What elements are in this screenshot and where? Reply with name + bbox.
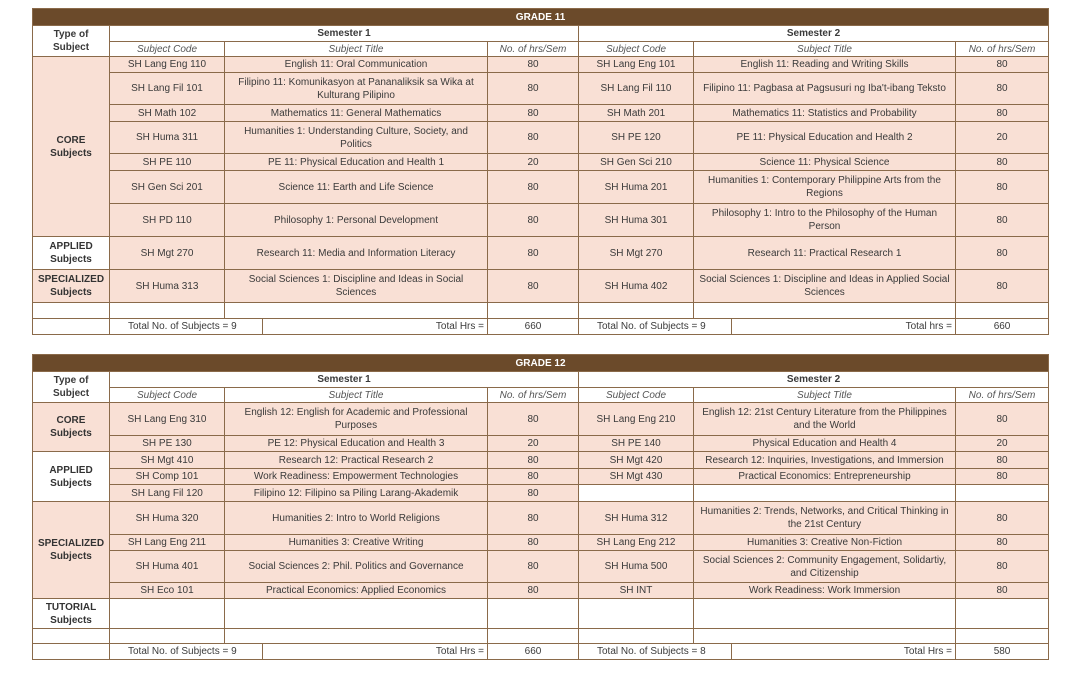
subject-code-cell: SH Mgt 420 <box>579 452 694 469</box>
hours-cell: 80 <box>488 485 579 502</box>
hours-cell: 80 <box>488 551 579 583</box>
semester-1-header: Semester 1 <box>110 26 579 42</box>
subject-title-cell: English 11: Oral Communication <box>225 57 488 73</box>
total-hours-sem2: 660 <box>956 319 1049 335</box>
subject-code-cell: SH Lang Fil 101 <box>110 73 225 105</box>
empty-cell <box>488 303 579 319</box>
subject-code-header: Subject Code <box>110 42 225 57</box>
subject-title-cell: PE 12: Physical Education and Health 3 <box>225 436 488 452</box>
subject-title-cell: Social Sciences 1: Discipline and Ideas in Applied Social Sciences <box>694 270 956 303</box>
hours-cell: 80 <box>956 403 1049 436</box>
subject-code-cell: SH Gen Sci 210 <box>579 154 694 171</box>
subject-title-cell: Filipino 12: Filipino sa Piling Larang-Akademik <box>225 485 488 502</box>
semester-1-header: Semester 1 <box>110 372 579 388</box>
table-row <box>33 73 1049 105</box>
subject-code-cell: SH Lang Eng 212 <box>579 535 694 551</box>
subject-code-cell: SH Huma 312 <box>579 502 694 535</box>
hours-header: No. of hrs/Sem <box>956 42 1049 57</box>
subject-code-cell <box>110 599 225 629</box>
subject-code-cell: SH Huma 301 <box>579 204 694 237</box>
subject-code-cell: SH Lang Eng 210 <box>579 403 694 436</box>
empty-cell <box>579 629 694 644</box>
subject-code-cell: SH INT <box>579 583 694 599</box>
table-row <box>33 551 1049 583</box>
subject-title-cell: Work Readiness: Work Immersion <box>694 583 956 599</box>
hours-cell: 80 <box>956 57 1049 73</box>
subject-code-cell: SH Huma 401 <box>110 551 225 583</box>
subject-code-header: Subject Code <box>579 388 694 403</box>
subject-title-cell: Mathematics 11: General Mathematics <box>225 105 488 122</box>
subject-title-cell: Humanities 3: Creative Writing <box>225 535 488 551</box>
subject-title-cell: Social Sciences 1: Discipline and Ideas in Social Sciences <box>225 270 488 303</box>
table-row <box>33 270 1049 303</box>
hours-cell: 80 <box>956 237 1049 270</box>
subject-code-cell: SH Mgt 410 <box>110 452 225 469</box>
hours-cell: 80 <box>488 204 579 237</box>
subject-code-cell: SH Huma 500 <box>579 551 694 583</box>
subject-code-cell: SH PE 120 <box>579 122 694 154</box>
table-row <box>33 485 1049 502</box>
empty-cell <box>488 629 579 644</box>
hours-cell: 80 <box>956 270 1049 303</box>
empty-cell <box>110 303 225 319</box>
subject-title-cell: Research 12: Practical Research 2 <box>225 452 488 469</box>
empty-cell <box>694 303 956 319</box>
hours-cell: 80 <box>488 57 579 73</box>
total-subjects-sem1: Total No. of Subjects = 9 <box>110 319 263 335</box>
subject-code-cell: SH Huma 313 <box>110 270 225 303</box>
hours-cell: 80 <box>488 583 579 599</box>
subject-type-label: CORE Subjects <box>33 57 110 237</box>
subject-title-cell: Practical Economics: Applied Economics <box>225 583 488 599</box>
total-hours-sem1: 660 <box>488 319 579 335</box>
table-row <box>33 204 1049 237</box>
table-row <box>33 599 1049 629</box>
subject-code-cell <box>579 599 694 629</box>
grade-12-section <box>32 354 1048 660</box>
subject-code-cell: SH Lang Eng 211 <box>110 535 225 551</box>
hours-cell: 80 <box>488 502 579 535</box>
subject-code-cell: SH Huma 201 <box>579 171 694 204</box>
subject-title-cell: Practical Economics: Entrepreneurship <box>694 469 956 485</box>
grade-11-title: GRADE 11 <box>33 9 1049 26</box>
empty-cell <box>33 319 110 335</box>
subject-title-cell: Research 11: Media and Information Literacy <box>225 237 488 270</box>
subject-title-cell: Social Sciences 2: Community Engagement, Solidartiy, and Citizenship <box>694 551 956 583</box>
type-of-subject-header: Type of Subject <box>33 372 110 403</box>
subject-type-label: CORE Subjects <box>33 403 110 452</box>
table-row <box>33 583 1049 599</box>
subject-title-cell: PE 11: Physical Education and Health 1 <box>225 154 488 171</box>
subject-title-cell: English 11: Reading and Writing Skills <box>694 57 956 73</box>
subject-title-header: Subject Title <box>225 42 488 57</box>
hours-cell: 80 <box>488 105 579 122</box>
subject-code-cell: SH Gen Sci 201 <box>110 171 225 204</box>
subject-title-cell: Humanities 2: Intro to World Religions <box>225 502 488 535</box>
table-row <box>33 502 1049 535</box>
empty-cell <box>33 303 110 319</box>
subject-type-label: SPECIALIZED Subjects <box>33 270 110 303</box>
subject-code-header: Subject Code <box>579 42 694 57</box>
total-subjects-sem2: Total No. of Subjects = 9 <box>579 319 732 335</box>
hours-cell: 80 <box>956 502 1049 535</box>
hours-cell: 20 <box>488 154 579 171</box>
hours-cell <box>956 485 1049 502</box>
hours-cell: 80 <box>488 270 579 303</box>
subject-code-header: Subject Code <box>110 388 225 403</box>
subject-title-header: Subject Title <box>694 388 956 403</box>
hours-cell: 80 <box>956 583 1049 599</box>
subject-title-cell <box>694 485 956 502</box>
subject-title-cell: Humanities 2: Trends, Networks, and Critical Thinking in the 21st Century <box>694 502 956 535</box>
subject-code-cell: SH PE 140 <box>579 436 694 452</box>
table-row <box>33 452 1049 469</box>
subject-code-cell: SH Lang Eng 101 <box>579 57 694 73</box>
table-row <box>33 105 1049 122</box>
subject-code-cell: SH PE 130 <box>110 436 225 452</box>
hours-cell: 80 <box>488 122 579 154</box>
empty-cell <box>33 629 110 644</box>
empty-cell <box>225 303 488 319</box>
hours-cell: 80 <box>488 73 579 105</box>
subject-title-cell <box>694 599 956 629</box>
subject-code-cell: SH Lang Fil 110 <box>579 73 694 105</box>
hours-cell: 80 <box>488 171 579 204</box>
subject-title-cell: Science 11: Earth and Life Science <box>225 171 488 204</box>
hours-cell: 80 <box>488 469 579 485</box>
subject-code-cell: SH Eco 101 <box>110 583 225 599</box>
subject-title-cell: English 12: 21st Century Literature from the Philippines and the World <box>694 403 956 436</box>
hours-cell: 80 <box>488 237 579 270</box>
subject-title-cell: Filipino 11: Komunikasyon at Pananaliksik sa Wika at Kulturang Pilipino <box>225 73 488 105</box>
hours-header: No. of hrs/Sem <box>488 388 579 403</box>
hours-cell: 80 <box>956 551 1049 583</box>
subject-title-header: Subject Title <box>225 388 488 403</box>
subject-title-cell: Humanities 3: Creative Non-Fiction <box>694 535 956 551</box>
subject-code-cell <box>579 485 694 502</box>
subject-type-label: APPLIED Subjects <box>33 452 110 502</box>
subject-type-label: SPECIALIZED Subjects <box>33 502 110 599</box>
subject-code-cell: SH Mgt 270 <box>579 237 694 270</box>
grade-11-section <box>32 8 1048 335</box>
hours-cell: 20 <box>488 436 579 452</box>
hours-cell <box>488 599 579 629</box>
subject-code-cell: SH Lang Fil 120 <box>110 485 225 502</box>
grade-11-table <box>32 8 1049 335</box>
subject-title-cell: Mathematics 11: Statistics and Probability <box>694 105 956 122</box>
hours-cell: 80 <box>488 535 579 551</box>
subject-title-header: Subject Title <box>694 42 956 57</box>
hours-cell: 80 <box>956 171 1049 204</box>
subject-title-cell: Research 11: Practical Research 1 <box>694 237 956 270</box>
hours-cell: 80 <box>488 403 579 436</box>
subject-code-cell: SH Math 102 <box>110 105 225 122</box>
table-row <box>33 535 1049 551</box>
empty-cell <box>579 303 694 319</box>
hours-header: No. of hrs/Sem <box>488 42 579 57</box>
hours-header: No. of hrs/Sem <box>956 388 1049 403</box>
subject-title-cell: Science 11: Physical Science <box>694 154 956 171</box>
subject-title-cell: Humanities 1: Contemporary Philippine Arts from the Regions <box>694 171 956 204</box>
subject-title-cell: English 12: English for Academic and Professional Purposes <box>225 403 488 436</box>
hours-cell: 80 <box>956 204 1049 237</box>
subject-code-cell: SH Huma 320 <box>110 502 225 535</box>
total-hours-label-sem1: Total Hrs = <box>263 319 488 335</box>
hours-cell: 80 <box>956 105 1049 122</box>
hours-cell: 80 <box>488 452 579 469</box>
total-hours-label-sem1: Total Hrs = <box>263 644 488 660</box>
table-row <box>33 436 1049 452</box>
subject-code-cell: SH Lang Eng 110 <box>110 57 225 73</box>
hours-cell: 80 <box>956 73 1049 105</box>
table-row <box>33 57 1049 73</box>
subject-code-cell: SH Comp 101 <box>110 469 225 485</box>
subject-type-label: APPLIED Subjects <box>33 237 110 270</box>
subject-title-cell: Social Sciences 2: Phil. Politics and Governance <box>225 551 488 583</box>
subject-code-cell: SH Lang Eng 310 <box>110 403 225 436</box>
grade-12-table <box>32 354 1049 660</box>
total-subjects-sem2: Total No. of Subjects = 8 <box>579 644 732 660</box>
subject-title-cell: Humanities 1: Understanding Culture, Society, and Politics <box>225 122 488 154</box>
total-hours-label-sem2: Total Hrs = <box>732 644 956 660</box>
subject-title-cell: Philosophy 1: Intro to the Philosophy of the Human Person <box>694 204 956 237</box>
empty-cell <box>33 644 110 660</box>
table-row <box>33 403 1049 436</box>
hours-cell: 80 <box>956 535 1049 551</box>
subject-title-cell: Research 12: Inquiries, Investigations, and Immersion <box>694 452 956 469</box>
empty-cell <box>110 629 225 644</box>
total-subjects-sem1: Total No. of Subjects = 9 <box>110 644 263 660</box>
subject-code-cell: SH Mgt 270 <box>110 237 225 270</box>
subject-code-cell: SH Math 201 <box>579 105 694 122</box>
total-hours-sem2: 580 <box>956 644 1049 660</box>
hours-cell: 80 <box>956 154 1049 171</box>
table-row <box>33 469 1049 485</box>
type-of-subject-header: Type of Subject <box>33 26 110 57</box>
grade-12-title: GRADE 12 <box>33 355 1049 372</box>
hours-cell <box>956 599 1049 629</box>
subject-title-cell: Work Readiness: Empowerment Technologies <box>225 469 488 485</box>
semester-2-header: Semester 2 <box>579 372 1049 388</box>
subject-type-label: TUTORIAL Subjects <box>33 599 110 629</box>
subject-title-cell <box>225 599 488 629</box>
table-row <box>33 237 1049 270</box>
subject-code-cell: SH Huma 311 <box>110 122 225 154</box>
total-hours-sem1: 660 <box>488 644 579 660</box>
subject-code-cell: SH Mgt 430 <box>579 469 694 485</box>
subject-code-cell: SH PD 110 <box>110 204 225 237</box>
hours-cell: 20 <box>956 122 1049 154</box>
semester-2-header: Semester 2 <box>579 26 1049 42</box>
empty-cell <box>225 629 488 644</box>
table-row <box>33 122 1049 154</box>
hours-cell: 20 <box>956 436 1049 452</box>
total-hours-label-sem2: Total hrs = <box>732 319 956 335</box>
hours-cell: 80 <box>956 452 1049 469</box>
subject-title-cell: Filipino 11: Pagbasa at Pagsusuri ng Iba't-ibang Teksto <box>694 73 956 105</box>
empty-cell <box>694 629 956 644</box>
table-row <box>33 154 1049 171</box>
empty-cell <box>956 303 1049 319</box>
subject-code-cell: SH PE 110 <box>110 154 225 171</box>
subject-title-cell: Physical Education and Health 4 <box>694 436 956 452</box>
subject-code-cell: SH Huma 402 <box>579 270 694 303</box>
table-row <box>33 171 1049 204</box>
subject-title-cell: PE 11: Physical Education and Health 2 <box>694 122 956 154</box>
empty-cell <box>956 629 1049 644</box>
hours-cell: 80 <box>956 469 1049 485</box>
subject-title-cell: Philosophy 1: Personal Development <box>225 204 488 237</box>
